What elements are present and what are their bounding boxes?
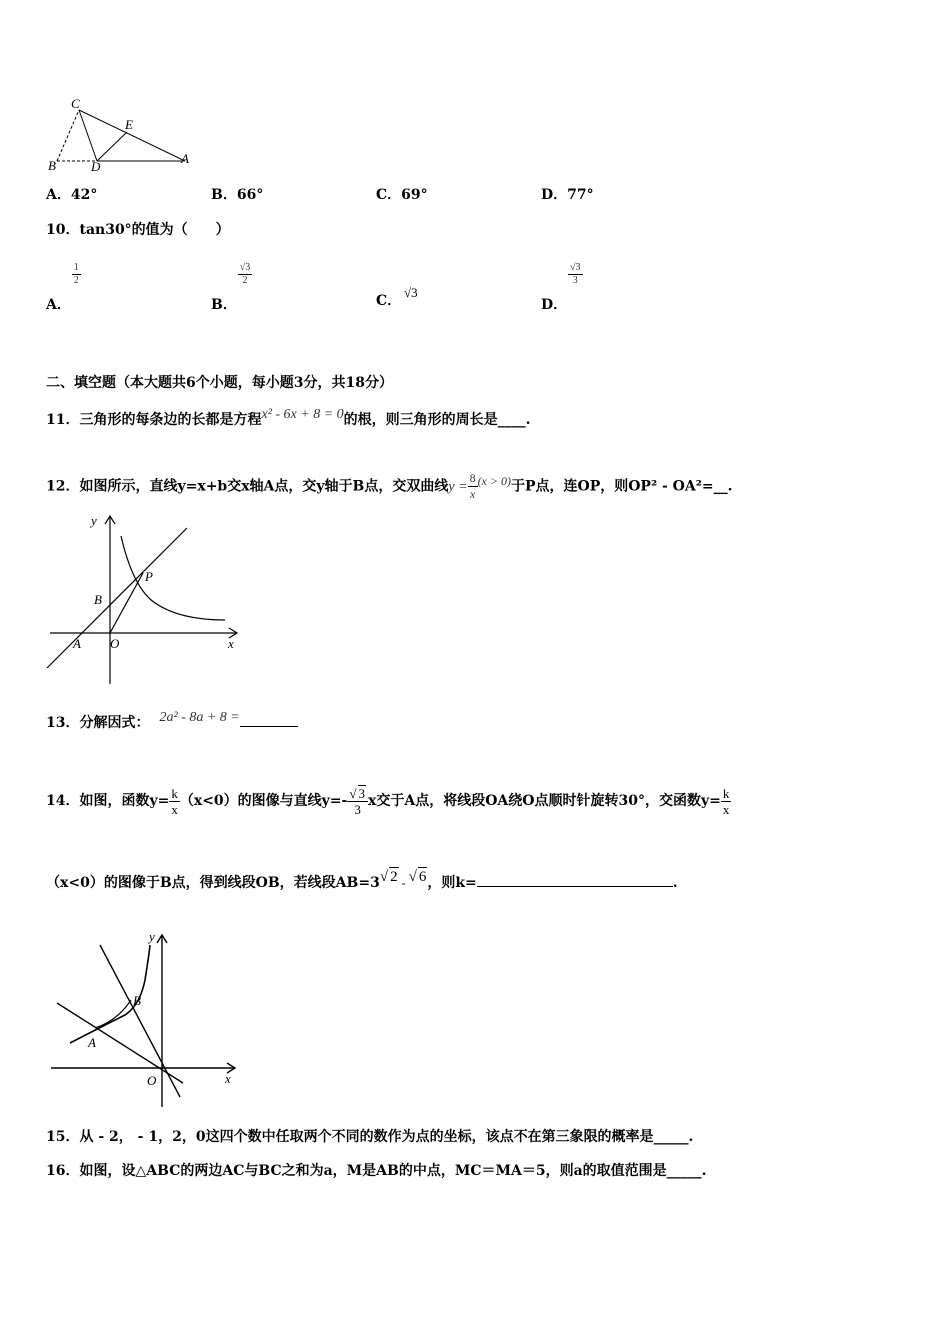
q12-graph-figure [45, 508, 245, 688]
q14-line2: （x<0）的图像于B点，得到线段OB，若线段AB=3√ 2 - √ 6，则k= . [46, 869, 678, 891]
q13: 13．分解因式： 2a² - 8a + 8 = [46, 714, 298, 733]
q14-label-x: x [225, 1071, 231, 1086]
q9-triangle-figure [45, 96, 205, 174]
q14-label-a: A [88, 1035, 96, 1050]
q10-option-b[interactable]: B． $\frac{√3}{2}$ [211, 262, 251, 313]
q14-label-b: B [133, 993, 141, 1008]
q12-label-b: B [94, 592, 102, 607]
q9-label-c: C [71, 96, 80, 111]
q11: 11．三角形的每条边的长都是方程x² - 6x + 8 = 0的根，则三角形的周长是____. [46, 407, 531, 428]
q12: 12．如图所示，直线y=x+b交x轴A点，交y轴于B点，交双曲线y = $\frac{8}{x}$ (x > 0)于P点，连OP，则OP² - OA²=__. [46, 471, 733, 501]
q12-label-p: P [145, 569, 153, 584]
q9-option-c[interactable]: C．69° [376, 187, 428, 203]
q12-label-o: O [110, 636, 120, 651]
q12-label-y: y [91, 513, 97, 528]
q9-option-a[interactable]: A．42° [46, 187, 98, 203]
q9-label-b: B [48, 158, 56, 173]
q9-label-e: E [125, 117, 133, 132]
q9-option-b[interactable]: B．66° [211, 187, 264, 203]
q14-line1: 14．如图，函数y= $\frac{k}{x}$ （x<0）的图像与直线y=- $\frac{√ 3}{3}$ x交于A点，将线段OA绕O点顺时针旋转30°，交函数y= $\frac{k}{x}$ [46, 785, 730, 817]
q9-label-a: A [181, 151, 189, 166]
q10-option-c[interactable]: C． √3 [376, 285, 418, 309]
q10-option-a[interactable]: A． $\frac{1}{2}$ [46, 262, 79, 313]
q14-label-o: O [147, 1073, 157, 1088]
section2-title: 二、填空题（本大题共6个小题，每小题3分，共18分） [46, 375, 393, 391]
q9-label-d: D [91, 159, 101, 174]
q15: 15．从 - 2， - 1，2，0这四个数中任取两个不同的数作为点的坐标，该点不在第三象限的概率是_____. [46, 1129, 694, 1145]
q9-option-d[interactable]: D．77° [541, 187, 594, 203]
q10-stem: 10．tan30°的值为（ ） [46, 222, 230, 238]
q12-label-x: x [228, 636, 234, 651]
q12-label-a: A [73, 636, 81, 651]
q14-label-y: y [149, 929, 155, 944]
q10-option-d[interactable]: D． $\frac{√3}{3}$ [541, 262, 581, 313]
q14-graph-figure [45, 925, 245, 1115]
q16: 16．如图，设△ABC的两边AC与BC之和为a，M是AB的中点，MC＝MA＝5，则a的取值范围是_____. [46, 1163, 707, 1179]
